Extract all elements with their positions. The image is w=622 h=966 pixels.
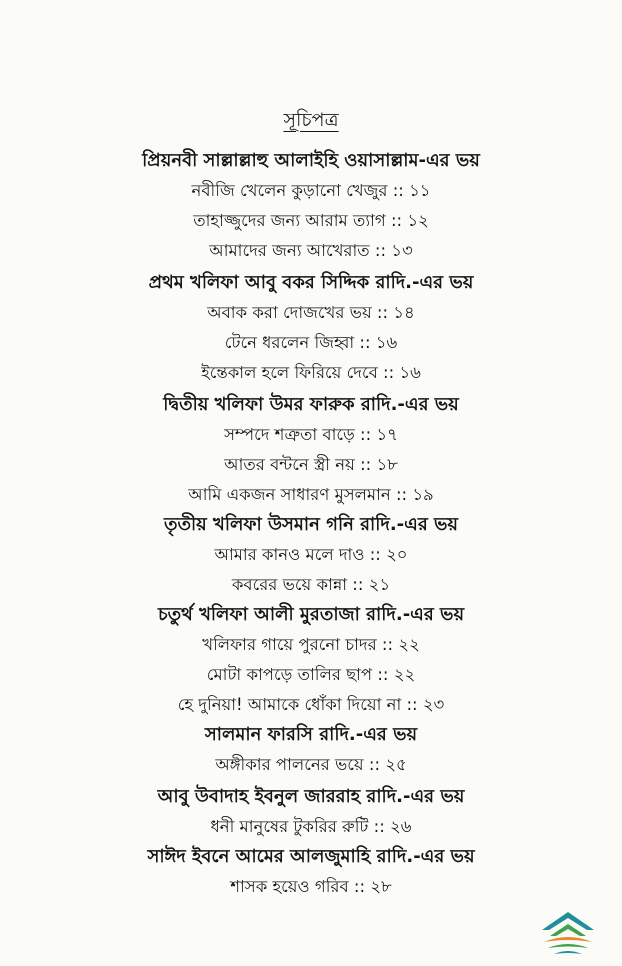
- toc-entry: টেনে ধরলেন জিহ্বা :: ১৬: [224, 333, 398, 352]
- toc-entry: খলিফার গায়ে পুরনো চাদর :: ২২: [202, 635, 420, 654]
- logo-green-leaf: [548, 944, 588, 948]
- toc-entry: নবীজি খেলেন কুড়ানো খেজুর :: ১১: [191, 181, 431, 200]
- toc-section-2: [0, 268, 622, 388]
- section-heading: সালমান ফারসি রাদি.-এর ভয়: [204, 724, 418, 745]
- logo-teal-leaf: [554, 951, 582, 954]
- toc-entry: ইন্তেকাল হলে ফিরিয়ে দেবে :: ১৬: [201, 363, 421, 382]
- page-title-text: সূচিপত্র: [283, 109, 339, 131]
- section-heading: সাঈদ ইবনে আমের আলজুমাহি রাদি.-এর ভয়: [147, 846, 475, 867]
- toc-entry: অঙ্গীকার পালনের ভয়ে :: ২৫: [215, 755, 407, 774]
- toc-entry: শাসক হয়েও গরিব :: ২৮: [230, 877, 392, 896]
- section-heading: আবু উবাদাহ ইবনুল জাররাহ রাদি.-এর ভয়: [157, 786, 465, 807]
- toc-entry: সম্পদে শত্রুতা বাড়ে :: ১৭: [224, 425, 398, 444]
- toc-section-7: [0, 782, 622, 842]
- toc-section-6: [0, 720, 622, 780]
- toc-section-4: [0, 510, 622, 600]
- toc-entry: ধনী মানুষের টুকরির রুটি :: ২৬: [210, 817, 412, 836]
- section-heading: তৃতীয় খলিফা উসমান গনি রাদি.-এর ভয়: [163, 514, 459, 535]
- toc-entry: তাহাজ্জুদের জন্য আরাম ত্যাগ :: ১২: [193, 211, 429, 230]
- toc-section-3: [0, 390, 622, 510]
- toc-section-5: [0, 600, 622, 720]
- section-heading: প্রথম খলিফা আবু বকর সিদ্দিক রাদি.-এর ভয়: [148, 272, 474, 293]
- toc-entry: অবাক করা দোজখের ভয় :: ১৪: [207, 303, 415, 322]
- publisher-logo-icon: [536, 908, 600, 956]
- toc-entry: আমি একজন সাধারণ মুসলমান :: ১৯: [188, 485, 434, 504]
- toc-entry: মোটা কাপড়ে তালির ছাপ :: ২২: [206, 665, 416, 684]
- logo-orange-leaf: [544, 937, 592, 942]
- toc-section-8: [0, 842, 622, 902]
- section-heading: দ্বিতীয় খলিফা উমর ফারুক রাদি.-এর ভয়: [163, 394, 459, 415]
- toc-entry: আমাদের জন্য আখেরাত :: ১৩: [209, 241, 413, 260]
- section-heading: চতুর্থ খলিফা আলী মুরতাজা রাদি.-এর ভয়: [157, 604, 465, 625]
- toc-entry: আমার কানও মলে দাও :: ২০: [214, 545, 408, 564]
- toc-entry: হে দুনিয়া! আমাকে ধোঁকা দিয়ো না :: ২৩: [177, 695, 445, 714]
- page-title: [0, 106, 622, 138]
- toc-section-1: [0, 146, 622, 266]
- toc-entry: আতর বন্টনে স্ত্রী নয় :: ১৮: [224, 455, 398, 474]
- toc-entry: কবরের ভয়ে কান্না :: ২১: [231, 575, 391, 594]
- section-heading: প্রিয়নবী সাল্লাল্লাহু আলাইহি ওয়াসাল্লাম-এর ভয়: [142, 150, 480, 171]
